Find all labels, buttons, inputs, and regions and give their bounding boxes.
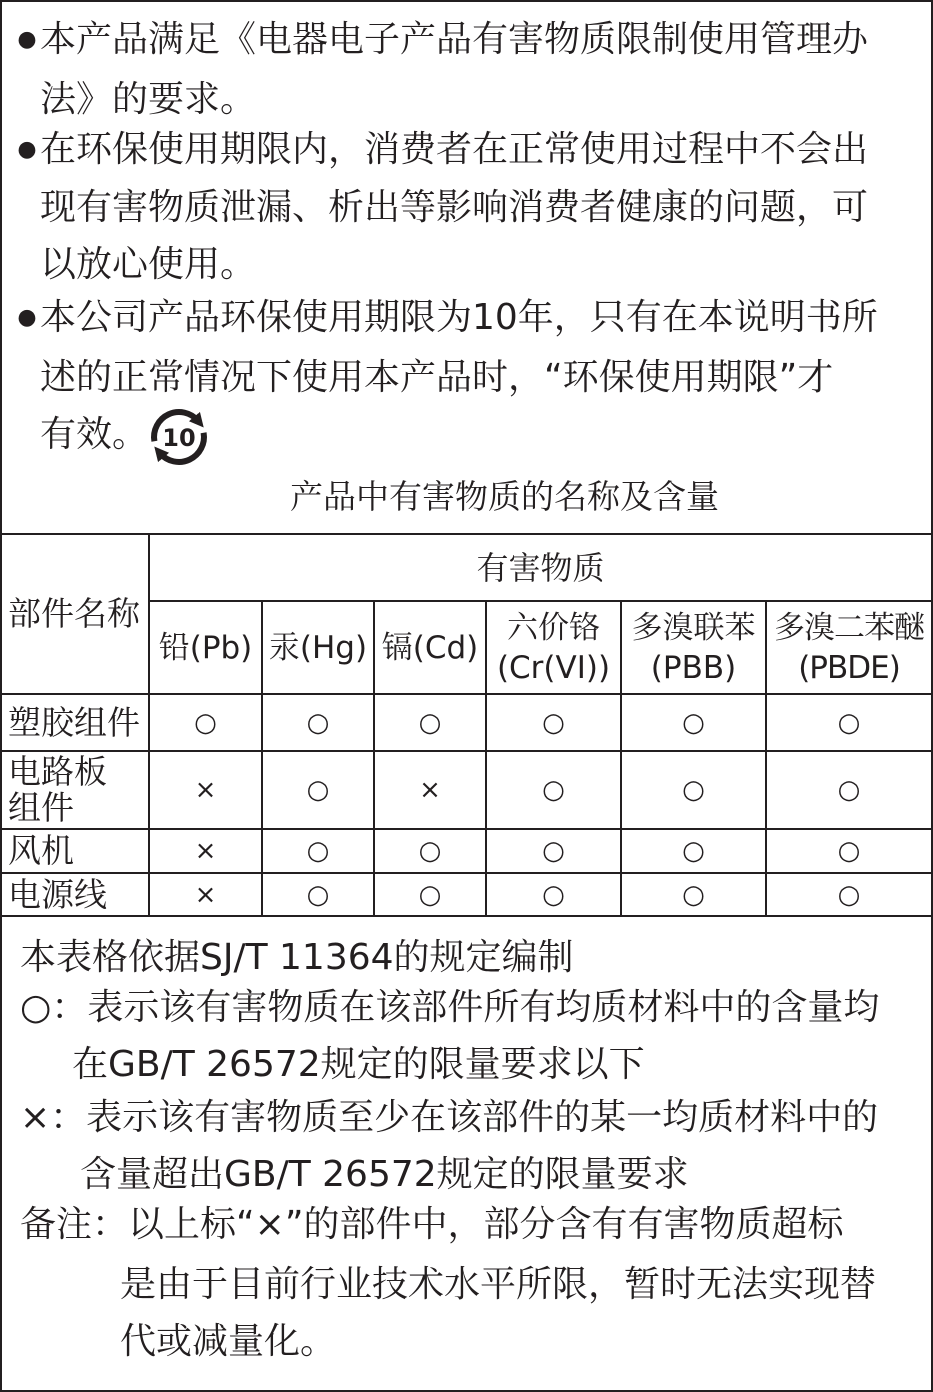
- table-cell: ×: [373, 750, 485, 828]
- table-cell: ○: [485, 828, 620, 872]
- substance-header-cd: [373, 600, 485, 693]
- notice-text: 本公司产品环保使用期限为10年，只有在本说明书所: [40, 297, 878, 338]
- table-cell: ○: [765, 750, 931, 828]
- header-text: 六价铬: [507, 609, 600, 646]
- table-cell: ○: [765, 828, 931, 872]
- row-part-name: [2, 750, 148, 828]
- row-part-name: [2, 693, 148, 750]
- notice-paragraph-3-line-1: [14, 298, 878, 338]
- notice-paragraph-3-line-3: 有效。: [40, 414, 149, 455]
- header-text: 多溴二苯醚: [774, 609, 924, 646]
- remark-line-3: 代或减量化。: [120, 1321, 337, 1362]
- table-cell: ○: [148, 693, 261, 750]
- substance-header-hg: [261, 600, 373, 693]
- substance-header-cr6: [485, 600, 620, 693]
- header-text: 部件名称: [8, 594, 140, 633]
- header-text: (PBB): [650, 649, 737, 686]
- part-text: 组件: [8, 788, 74, 827]
- logo-number: 10: [162, 424, 196, 452]
- note-standard: 本表格依据SJ/T 11364的规定编制: [20, 937, 574, 978]
- table-caption: 产品中有害物质的名称及含量: [290, 477, 719, 516]
- notice-paragraph-2-line-2: 现有害物质泄漏、析出等影响消费者健康的问题，可: [40, 187, 869, 228]
- remark-line-2: 是由于目前行业技术水平所限，暂时无法实现替: [120, 1264, 877, 1305]
- legend-cross-line-2: 含量超出GB/T 26572规定的限量要求: [80, 1154, 689, 1195]
- notice-paragraph-2-line-1: [14, 130, 868, 170]
- table-cell: ○: [620, 750, 765, 828]
- table-cell: ○: [261, 828, 373, 872]
- substance-header-pbb: [620, 600, 765, 693]
- part-text: 风机: [8, 831, 74, 870]
- table-cell: ○: [620, 693, 765, 750]
- header-text: 多溴联苯: [631, 609, 756, 646]
- row-part-name: [2, 872, 148, 915]
- table-cell: ○: [485, 693, 620, 750]
- hazardous-substance-table: [2, 533, 931, 917]
- table-cell: ○: [620, 828, 765, 872]
- header-text: (Cr(VI)): [496, 649, 611, 686]
- table-cell: ○: [765, 693, 931, 750]
- legend-circle-line-1: ○：表示该有害物质在该部件所有均质材料中的含量均: [20, 987, 880, 1028]
- notice-paragraph-1-line-1: [14, 20, 868, 60]
- bullet-dot: ●: [17, 137, 37, 162]
- header-text: 汞(Hg): [268, 629, 368, 666]
- notice-paragraph-1-line-2: 法》的要求。: [40, 79, 257, 120]
- part-text: 电源线: [8, 874, 107, 914]
- table-header-hazardous-substances: [148, 533, 931, 600]
- notice-paragraph-3-line-2: 述的正常情况下使用本产品时，“环保使用期限”才: [40, 357, 834, 398]
- legend-circle-line-2: 在GB/T 26572规定的限量要求以下: [72, 1044, 645, 1085]
- bullet-dot: ●: [17, 305, 37, 330]
- table-cell: ×: [148, 872, 261, 915]
- table-cell: ○: [373, 693, 485, 750]
- legend-cross-line-1: ×：表示该有害物质至少在该部件的某一均质材料中的: [20, 1097, 879, 1138]
- notice-paragraph-2-line-3: 以放心使用。: [40, 244, 257, 285]
- header-text: 有害物质: [476, 548, 605, 587]
- notice-text: 本产品满足《电器电子产品有害物质限制使用管理办: [40, 19, 869, 60]
- table-cell: ○: [620, 872, 765, 915]
- table-header-part-name: [2, 533, 148, 693]
- remark-line-1: 备注：以上标“×”的部件中，部分含有有害物质超标: [20, 1204, 844, 1245]
- table-cell: ○: [373, 872, 485, 915]
- substance-header-pbde: [765, 600, 931, 693]
- substance-header-pb: [148, 600, 261, 693]
- part-text: 电路板: [8, 752, 107, 791]
- table-cell: ○: [261, 693, 373, 750]
- notice-text: 在环保使用期限内，消费者在正常使用过程中不会出: [40, 129, 869, 170]
- table-cell: ○: [485, 872, 620, 915]
- table-cell: ×: [148, 750, 261, 828]
- environmental-use-period-10-icon: [144, 402, 214, 472]
- part-text: 塑胶组件: [8, 702, 140, 742]
- header-text: (PBDE): [798, 649, 900, 686]
- row-part-name: [2, 828, 148, 872]
- header-text: 铅(Pb): [158, 629, 253, 666]
- table-cell: ×: [148, 828, 261, 872]
- table-cell: ○: [261, 750, 373, 828]
- table-cell: ○: [765, 872, 931, 915]
- table-cell: ○: [373, 828, 485, 872]
- bullet-dot: ●: [17, 27, 37, 52]
- table-cell: ○: [261, 872, 373, 915]
- table-cell: ○: [485, 750, 620, 828]
- header-text: 镉(Cd): [381, 629, 479, 666]
